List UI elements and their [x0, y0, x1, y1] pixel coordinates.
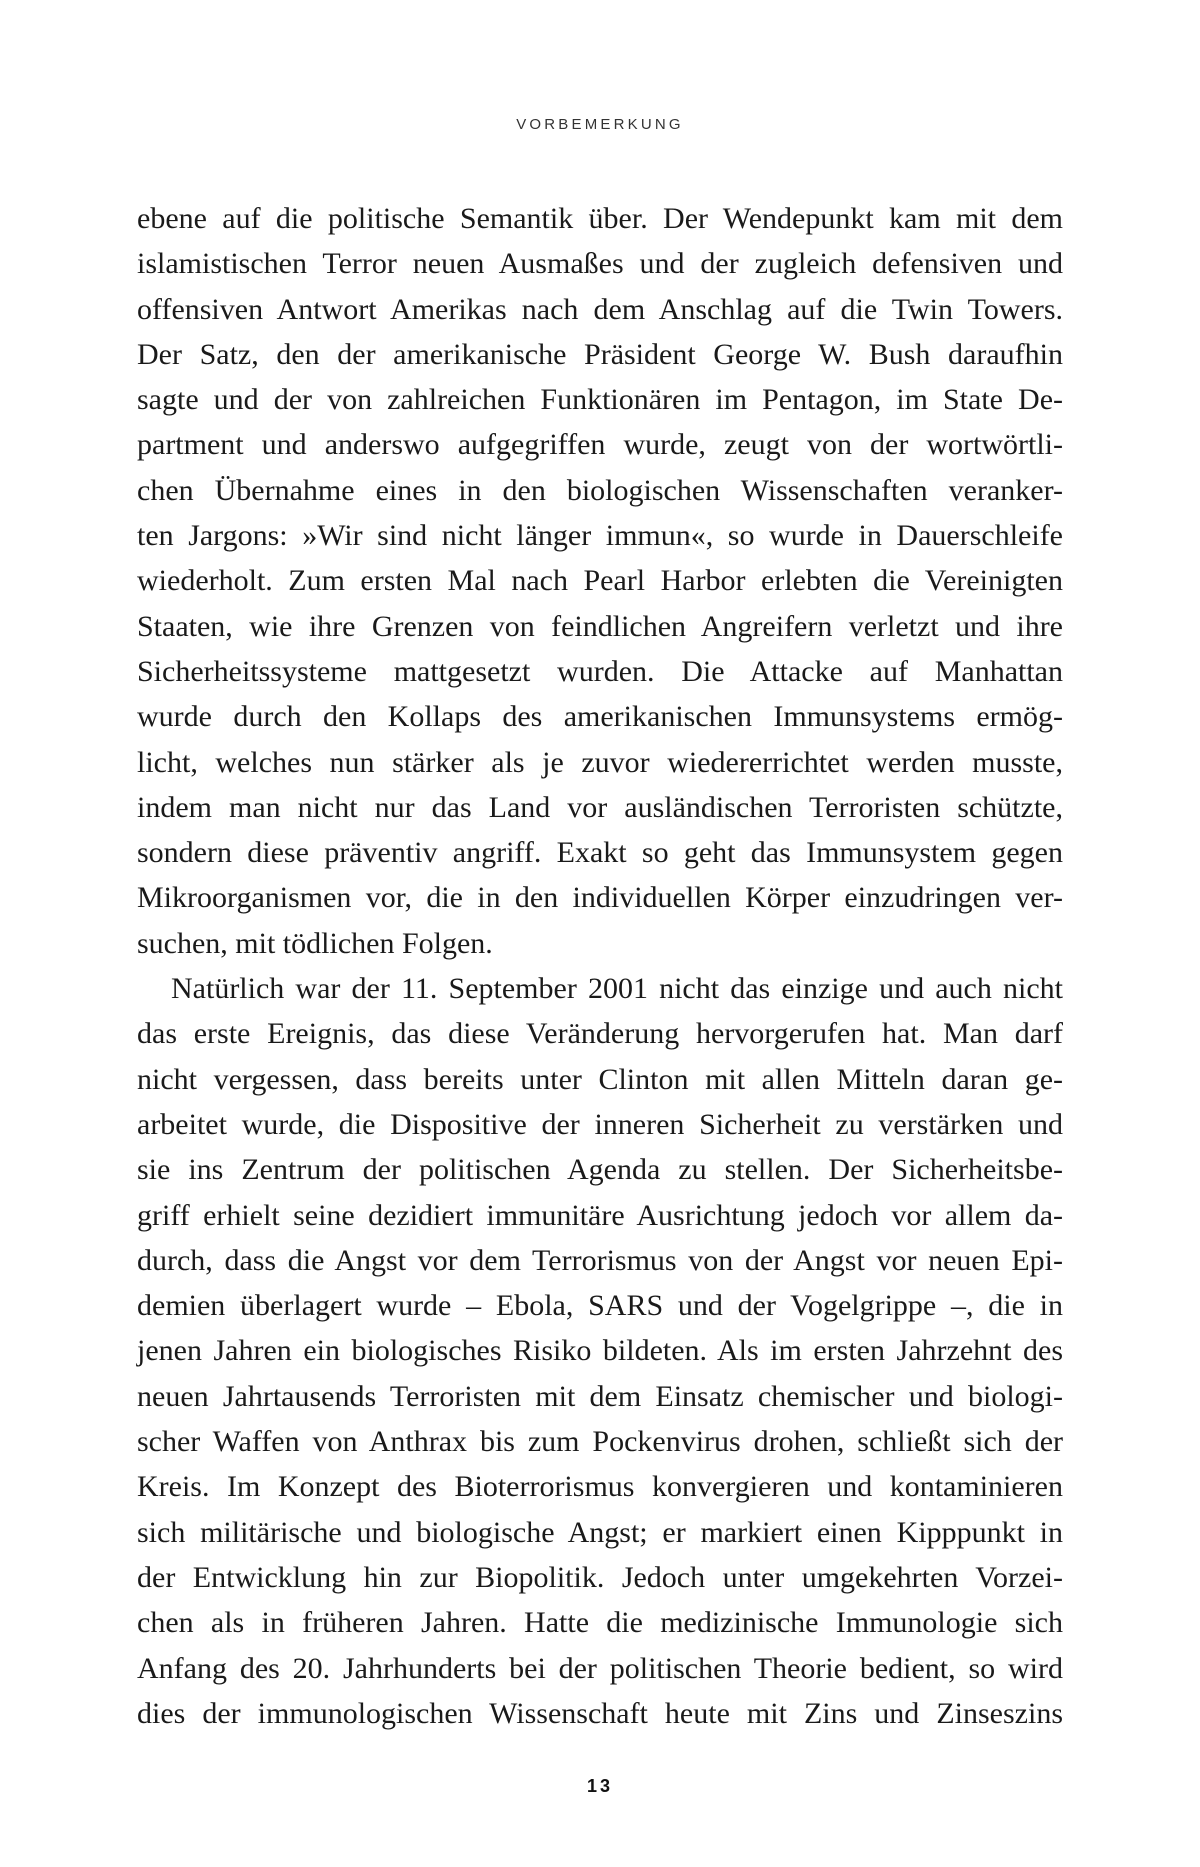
text-line: durch, dass die Angst vor dem Terrorismus von der Angst vor neuen Epi-	[137, 1243, 1063, 1277]
text-line: demien überlagert wurde – Ebola, SARS und der Vogelgrippe –, die in	[137, 1289, 1063, 1323]
text-line: suchen, mit tödlichen Folgen.	[137, 926, 493, 960]
text-line: griff erhielt seine dezidiert immunitäre Ausrichtung jedoch vor allem da-	[137, 1198, 1063, 1232]
running-header: VORBEMERKUNG	[516, 116, 684, 133]
text-line: arbeitet wurde, die Dispositive der inneren Sicherheit zu verstärken und	[137, 1107, 1063, 1141]
text-line: ten Jargons: »Wir sind nicht länger immun«, so wurde in Dauerschleife	[137, 519, 1063, 553]
text-line: neuen Jahrtausends Terroristen mit dem Einsatz chemischer und biologi-	[137, 1379, 1063, 1413]
text-line: jenen Jahren ein biologisches Risiko bildeten. Als im ersten Jahrzehnt des	[137, 1334, 1063, 1368]
text-line: das erste Ereignis, das diese Veränderung hervorgerufen hat. Man darf	[137, 1017, 1063, 1051]
text-line: Natürlich war der 11. September 2001 nicht das einzige und auch nicht	[171, 972, 1063, 1006]
text-line: Der Satz, den der amerikanische Präsident George W. Bush daraufhin	[137, 337, 1063, 371]
text-line: ebene auf die politische Semantik über. Der Wendepunkt kam mit dem	[137, 202, 1063, 235]
text-line: sondern diese präventiv angriff. Exakt so geht das Immunsystem gegen	[137, 836, 1063, 870]
page-number: 13	[586, 1776, 614, 1796]
text-line: Anfang des 20. Jahrhunderts bei der politischen Theorie bedient, so wird	[137, 1651, 1063, 1685]
text-line: scher Waffen von Anthrax bis zum Pockenvirus drohen, schließt sich der	[137, 1425, 1063, 1459]
text-line: offensiven Antwort Amerikas nach dem Anschlag auf die Twin Towers.	[137, 292, 1063, 326]
text-line: sie ins Zentrum der politischen Agenda zu stellen. Der Sicherheitsbe-	[137, 1153, 1063, 1187]
text-line: sagte und der von zahlreichen Funktionären im Pentagon, im State De-	[137, 383, 1063, 417]
text-line: dies der immunologischen Wissenschaft heute mit Zins und Zinseszins	[137, 1696, 1063, 1730]
paragraph-2	[137, 966, 1063, 1736]
paragraph-1	[137, 196, 1063, 966]
text-line: wurde durch den Kollaps des amerikanischen Immunsystems ermög-	[137, 700, 1063, 734]
text-line: islamistischen Terror neuen Ausmaßes und der zugleich defensiven und	[137, 247, 1063, 281]
text-line: chen als in früheren Jahren. Hatte die medizinische Immunologie sich	[137, 1606, 1063, 1640]
text-line: Mikroorganismen vor, die in den individuellen Körper einzudringen ver-	[137, 881, 1063, 915]
text-line: der Entwicklung hin zur Biopolitik. Jedoch unter umgekehrten Vorzei-	[137, 1560, 1063, 1594]
text-line: licht, welches nun stärker als je zuvor wiedererrichtet werden musste,	[137, 745, 1063, 779]
body-text	[137, 196, 1063, 1736]
text-line: nicht vergessen, dass bereits unter Clinton mit allen Mitteln daran ge-	[137, 1062, 1063, 1096]
text-line: chen Übernahme eines in den biologischen Wissenschaften veranker-	[137, 473, 1063, 507]
text-line: Staaten, wie ihre Grenzen von feindlichen Angreifern verletzt und ihre	[137, 609, 1063, 643]
text-line: sich militärische und biologische Angst; er markiert einen Kipppunkt in	[137, 1515, 1063, 1549]
text-line: wiederholt. Zum ersten Mal nach Pearl Harbor erlebten die Vereinigten	[137, 564, 1063, 598]
text-line: indem man nicht nur das Land vor ausländischen Terroristen schützte,	[137, 790, 1063, 824]
text-line: Sicherheitssysteme mattgesetzt wurden. Die Attacke auf Manhattan	[137, 654, 1063, 688]
text-line: Kreis. Im Konzept des Bioterrorismus konvergieren und kontaminieren	[137, 1470, 1063, 1504]
text-line: partment und anderswo aufgegriffen wurde, zeugt von der wortwörtli-	[137, 428, 1063, 462]
